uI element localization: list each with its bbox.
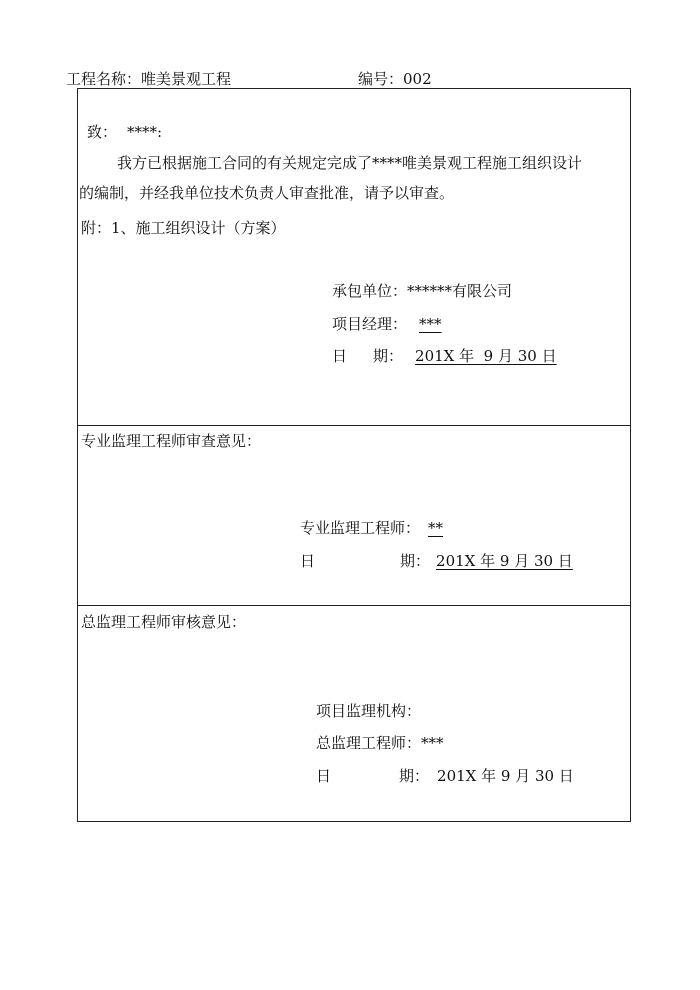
submission-date-label-b: 期：: [373, 347, 404, 365]
submission-date-label-a: 日: [332, 347, 348, 365]
document-number-value: 002: [403, 70, 432, 88]
submission-body-line1: 我方已根据施工合同的有关规定完成了****唯美景观工程施工组织设计: [117, 154, 583, 172]
chief-date-label-b: 期：: [399, 767, 430, 785]
specialist-review-title: 专业监理工程师审查意见：: [81, 432, 262, 450]
section-divider-1: [78, 425, 630, 426]
chief-engineer-value: ***: [421, 734, 444, 752]
chief-engineer-row: [316, 732, 444, 753]
project-name-row: [66, 68, 231, 89]
chief-date-row: [316, 765, 574, 786]
project-manager-row: [332, 313, 448, 334]
specialist-engineer-row: [300, 517, 449, 538]
specialist-engineer-value: **: [428, 519, 444, 537]
document-number-row: [358, 68, 432, 89]
project-name-label: 工程名称：: [66, 70, 142, 88]
specialist-date-value: 201X 年 9 月 30 日: [436, 552, 573, 570]
contractor-value: ******有限公司: [407, 282, 513, 300]
submission-body-line2: 的编制，并经我单位技术负责人审查批准，请予以审查。: [79, 184, 455, 202]
chief-engineer-label: 总监理工程师：: [316, 734, 422, 752]
chief-date-label-a: 日: [316, 767, 332, 785]
chief-review-title: 总监理工程师审核意见：: [81, 613, 247, 631]
chief-date-value: 201X 年 9 月 30 日: [437, 767, 574, 785]
project-manager-label: 项目经理：: [332, 315, 408, 333]
submission-date-row: [332, 345, 559, 366]
specialist-date-label-b: 期：: [400, 552, 431, 570]
contractor-label: 承包单位：: [332, 282, 408, 300]
project-manager-value: ***: [419, 315, 442, 333]
submission-date-value: 201X 年 9 月 30 日: [415, 347, 557, 365]
salutation: [87, 121, 162, 142]
section-divider-2: [78, 605, 630, 606]
document-number-label: 编号：: [358, 70, 404, 88]
attachment-line: 附：1、施工组织设计（方案）: [81, 219, 286, 237]
specialist-date-row: [300, 550, 575, 571]
supervision-org-label: 项目监理机构：: [316, 702, 422, 720]
specialist-engineer-label: 专业监理工程师：: [300, 519, 421, 537]
project-name-value: 唯美景观工程: [141, 70, 232, 88]
contractor-row: [332, 280, 512, 301]
salutation-label: 致：: [87, 123, 118, 141]
approval-form: [77, 88, 631, 822]
specialist-date-label-a: 日: [300, 552, 316, 570]
salutation-recipient: ****:: [127, 123, 163, 141]
